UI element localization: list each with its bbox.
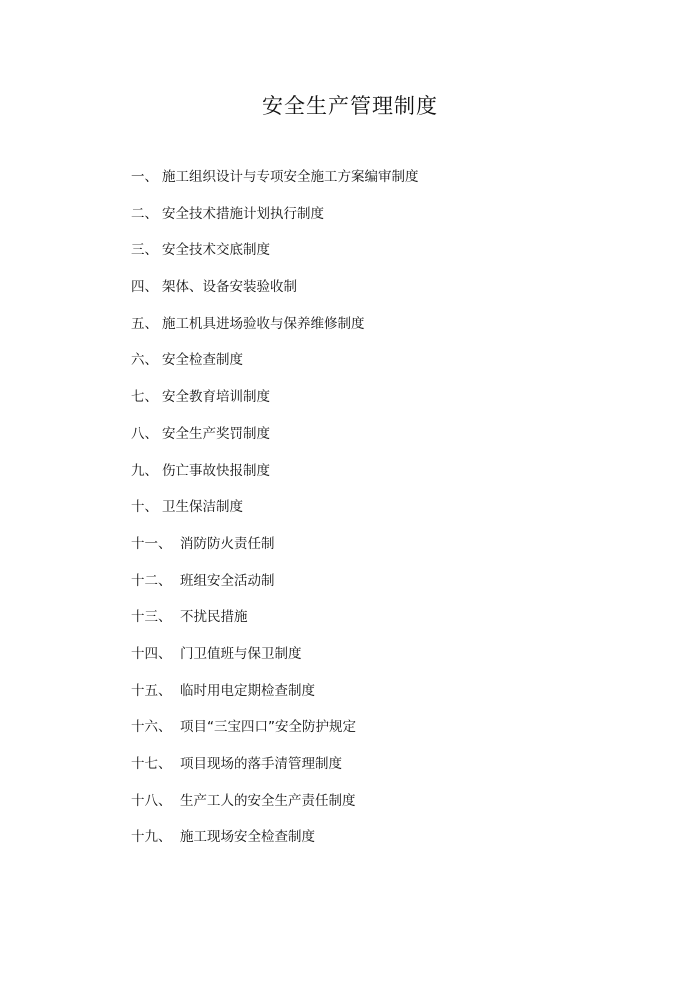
list-item [131, 496, 651, 533]
item-text: 项目“三宝四口”安全防护规定 [180, 719, 356, 736]
item-number: 十五、 [131, 682, 172, 699]
list-item [131, 460, 651, 497]
list-item [131, 753, 651, 790]
list-item [131, 423, 651, 460]
item-text: 班组安全活动制 [180, 572, 275, 589]
item-text: 架体、设备安装验收制 [162, 279, 297, 296]
item-number: 七、 [131, 389, 158, 406]
list-item [131, 790, 651, 827]
list-item [131, 239, 651, 276]
list-item [131, 349, 651, 386]
item-number: 八、 [131, 425, 158, 442]
item-text: 施工现场安全检查制度 [180, 829, 315, 846]
item-text: 施工组织设计与专项安全施工方案编审制度 [162, 169, 419, 185]
item-text: 不扰民措施 [180, 609, 248, 626]
item-number: 十六、 [131, 719, 172, 736]
item-text: 生产工人的安全生产责任制度 [180, 792, 356, 809]
item-text: 伤亡事故快报制度 [162, 462, 270, 479]
item-number: 十九、 [131, 829, 172, 846]
item-text: 门卫值班与保卫制度 [180, 645, 302, 662]
list-item [131, 570, 651, 607]
item-number: 十四、 [131, 645, 172, 662]
list-item [131, 276, 651, 313]
item-number: 十一、 [131, 535, 172, 552]
regulation-list [131, 166, 651, 863]
list-item [131, 313, 651, 350]
item-number: 六、 [131, 352, 158, 369]
item-text: 安全技术措施计划执行制度 [162, 205, 324, 222]
list-item [131, 203, 651, 240]
item-number: 一、 [131, 169, 158, 185]
item-number: 十、 [131, 499, 158, 516]
item-number: 九、 [131, 462, 158, 479]
item-number: 二、 [131, 205, 158, 222]
item-number: 十三、 [131, 609, 172, 626]
list-item [131, 826, 651, 863]
list-item [131, 643, 651, 680]
item-text: 安全技术交底制度 [162, 242, 270, 259]
item-number: 三、 [131, 242, 158, 259]
item-number: 十七、 [131, 756, 172, 772]
item-text: 安全检查制度 [162, 352, 243, 369]
item-text: 安全教育培训制度 [162, 389, 270, 406]
item-text: 项目现场的落手清管理制度 [180, 756, 342, 772]
item-text: 卫生保洁制度 [162, 499, 243, 516]
item-text: 施工机具进场验收与保养维修制度 [162, 315, 365, 332]
item-text: 消防防火责任制 [180, 535, 275, 552]
item-number: 四、 [131, 279, 158, 296]
item-number: 十二、 [131, 572, 172, 589]
list-item [131, 716, 651, 753]
item-number: 十八、 [131, 792, 172, 809]
list-item [131, 606, 651, 643]
item-text: 临时用电定期检查制度 [180, 682, 315, 699]
list-item [131, 166, 651, 203]
document-title: 安全生产管理制度 [262, 94, 438, 118]
item-text: 安全生产奖罚制度 [162, 425, 270, 442]
list-item [131, 386, 651, 423]
list-item [131, 533, 651, 570]
list-item [131, 680, 651, 717]
item-number: 五、 [131, 315, 158, 332]
